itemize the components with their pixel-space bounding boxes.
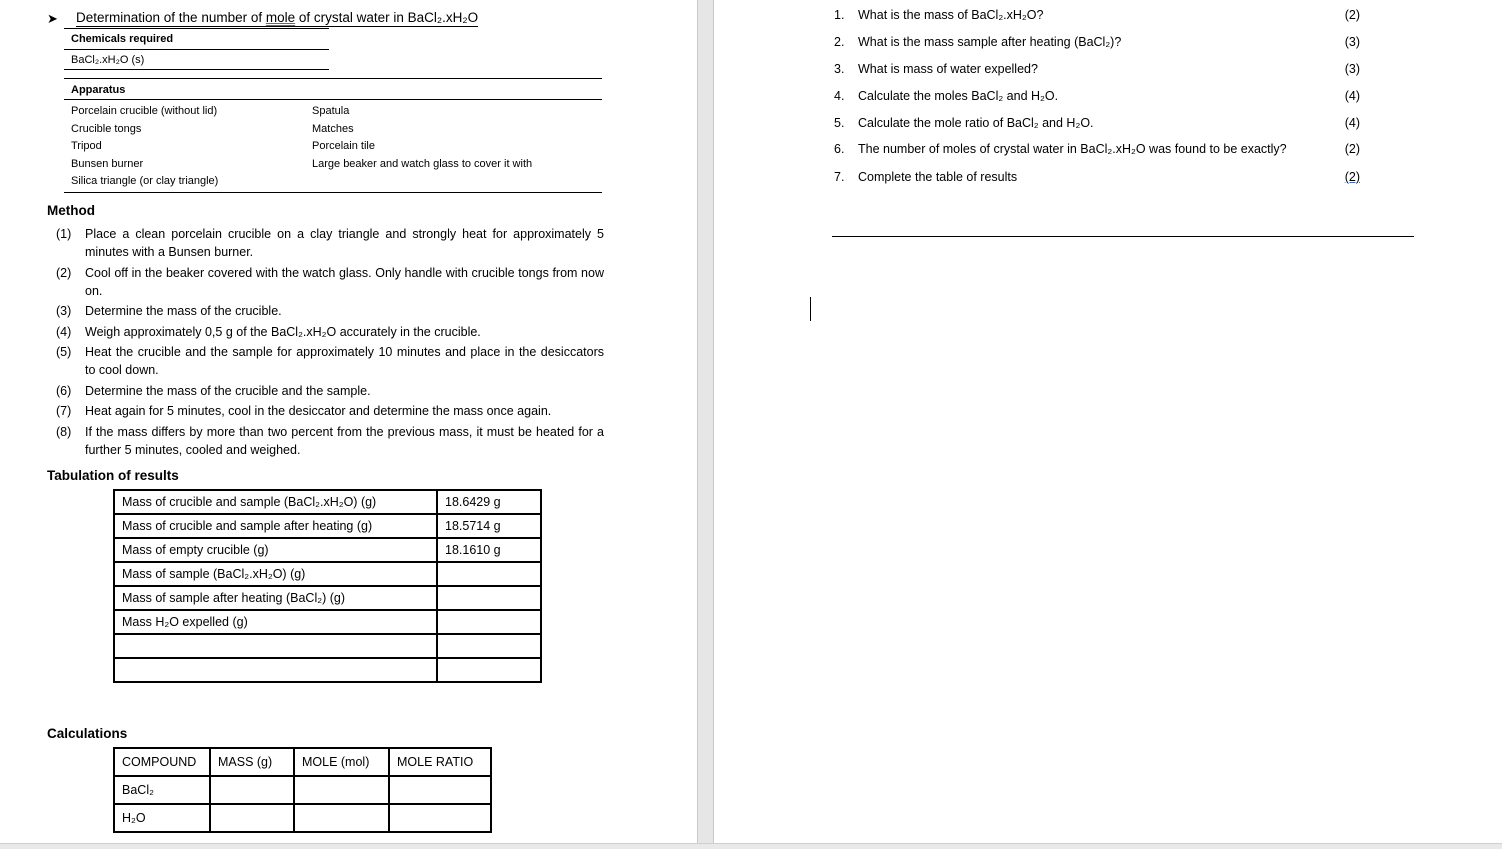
question-mark: (4) [1344, 116, 1360, 130]
row-value[interactable] [437, 634, 541, 658]
question-text: What is mass of water expelled? [858, 62, 1038, 76]
row-label: Mass H₂O expelled (g) [114, 610, 437, 634]
table-row [114, 514, 541, 538]
document-title [47, 10, 478, 27]
row-value[interactable] [437, 586, 541, 610]
question-text: What is the mass of BaCl₂.xH₂O? [858, 8, 1044, 22]
row-label[interactable] [114, 634, 437, 658]
table-row [114, 804, 491, 832]
row-value[interactable] [437, 658, 541, 682]
step-text: Heat the crucible and the sample for approximately 10 minutes and place in the desiccators to cool down. [85, 345, 604, 377]
method-step [56, 343, 604, 379]
column-header: MASS (g) [210, 748, 294, 776]
compound-cell: BaCl₂ [114, 776, 210, 804]
question-mark: (2) [1344, 170, 1360, 184]
table-row [114, 634, 541, 658]
question-item [834, 62, 1360, 76]
step-number: (2) [56, 266, 72, 280]
row-label: Mass of crucible and sample (BaCl₂.xH₂O) (g) [114, 490, 437, 514]
question-mark: (2) [1344, 142, 1360, 156]
row-label: Mass of crucible and sample after heating (g) [114, 514, 437, 538]
table-row [114, 586, 541, 610]
rule [64, 78, 602, 79]
column-header: MOLE (mol) [294, 748, 389, 776]
question-number: 3. [834, 62, 845, 76]
question-number: 5. [834, 116, 845, 130]
mole-cell[interactable] [294, 776, 389, 804]
row-value[interactable] [437, 562, 541, 586]
mass-cell[interactable] [210, 804, 294, 832]
table-row [114, 490, 541, 514]
step-number: (7) [56, 404, 72, 418]
step-text: Place a clean porcelain crucible on a clay triangle and strongly heat for approximately 5 minutes with a Bunsen burner. [85, 227, 604, 259]
rule [64, 49, 329, 50]
method-step [56, 225, 604, 261]
row-value[interactable]: 18.1610 g [437, 538, 541, 562]
table-row [114, 538, 541, 562]
answer-line [832, 236, 1414, 237]
row-value[interactable]: 18.6429 g [437, 490, 541, 514]
question-mark: (3) [1344, 35, 1360, 49]
row-value[interactable] [437, 610, 541, 634]
question-item [834, 89, 1360, 103]
method-step [56, 302, 604, 320]
page-gutter [697, 0, 714, 843]
arrow-bullet-icon: ➤ [47, 10, 58, 26]
rule [64, 28, 329, 29]
step-number: (8) [56, 425, 72, 439]
rule [64, 99, 602, 100]
question-number: 4. [834, 89, 845, 103]
row-value[interactable]: 18.5714 g [437, 514, 541, 538]
step-text: Cool off in the beaker covered with the watch glass. Only handle with crucible tongs from now on. [85, 266, 604, 298]
question-number: 2. [834, 35, 845, 49]
mass-cell[interactable] [210, 776, 294, 804]
step-text: Determine the mass of the crucible and the sample. [85, 384, 371, 398]
apparatus-heading: Apparatus [71, 84, 126, 96]
question-number: 7. [834, 170, 845, 184]
step-text: Heat again for 5 minutes, cool in the desiccator and determine the mass once again. [85, 404, 552, 418]
step-text: If the mass differs by more than two percent from the previous mass, it must be heated for a further 5 minutes, cooled and weighed. [85, 425, 604, 457]
apparatus-item: Crucible tongs [71, 123, 142, 135]
table-row [114, 562, 541, 586]
question-item [834, 116, 1360, 130]
question-text: Calculate the mole ratio of BaCl₂ and H₂O. [858, 116, 1094, 130]
question-item [834, 35, 1360, 49]
text-cursor [810, 297, 811, 321]
method-heading: Method [47, 203, 95, 218]
step-number: (1) [56, 227, 72, 241]
method-step [56, 382, 604, 400]
table-header-row [114, 748, 491, 776]
calculations-heading: Calculations [47, 726, 128, 741]
table-row [114, 610, 541, 634]
status-bar [0, 843, 1502, 849]
question-text: What is the mass sample after heating (BaCl₂)? [858, 35, 1122, 49]
apparatus-item: Silica triangle (or clay triangle) [71, 175, 219, 187]
results-heading: Tabulation of results [47, 468, 179, 483]
row-label: Mass of sample after heating (BaCl₂) (g) [114, 586, 437, 610]
mole-cell[interactable] [294, 804, 389, 832]
chemical-item: BaCl₂.xH₂O (s) [71, 54, 145, 66]
table-row [114, 658, 541, 682]
apparatus-item: Bunsen burner [71, 158, 144, 170]
title-text [76, 10, 478, 27]
column-header: MOLE RATIO [389, 748, 491, 776]
question-item [834, 170, 1360, 184]
table-row [114, 776, 491, 804]
step-number: (5) [56, 345, 72, 359]
rule [64, 192, 602, 193]
method-step [56, 402, 604, 420]
question-text: The number of moles of crystal water in BaCl₂.xH₂O was found to be exactly? [858, 142, 1287, 156]
apparatus-item: Porcelain crucible (without lid) [71, 105, 218, 117]
title-part-2: of crystal water in BaCl₂.xH₂O [295, 10, 479, 25]
question-mark: (2) [1344, 8, 1360, 22]
question-text: Calculate the moles BaCl₂ and H₂O. [858, 89, 1059, 103]
question-mark: (3) [1344, 62, 1360, 76]
method-step [56, 323, 604, 341]
apparatus-item: Large beaker and watch glass to cover it with [312, 158, 533, 170]
question-number: 1. [834, 8, 845, 22]
apparatus-item: Spatula [312, 105, 350, 117]
column-header: COMPOUND [114, 748, 210, 776]
question-text: Complete the table of results [858, 170, 1018, 184]
step-text: Determine the mass of the crucible. [85, 304, 282, 318]
title-mole-word: mole [265, 10, 296, 25]
step-number: (3) [56, 304, 72, 318]
question-mark: (4) [1344, 89, 1360, 103]
ratio-cell[interactable] [389, 776, 491, 804]
row-label: Mass of empty crucible (g) [114, 538, 437, 562]
row-label: Mass of sample (BaCl₂.xH₂O) (g) [114, 562, 437, 586]
method-step [56, 264, 604, 300]
rule [64, 69, 329, 70]
step-number: (6) [56, 384, 72, 398]
chemicals-heading: Chemicals required [71, 33, 174, 45]
title-part-1: Determination of the number of [76, 10, 266, 25]
apparatus-item: Matches [312, 123, 354, 135]
question-number: 6. [834, 142, 845, 156]
method-step [56, 423, 604, 459]
question-item [834, 142, 1360, 156]
apparatus-item: Porcelain tile [312, 140, 375, 152]
step-text: Weigh approximately 0,5 g of the BaCl₂.xH₂O accurately in the crucible. [85, 325, 481, 339]
ratio-cell[interactable] [389, 804, 491, 832]
apparatus-item: Tripod [71, 140, 102, 152]
step-number: (4) [56, 325, 72, 339]
results-table [113, 489, 542, 683]
question-item [834, 8, 1360, 22]
calculations-table [113, 747, 492, 833]
compound-cell: H₂O [114, 804, 210, 832]
row-label[interactable] [114, 658, 437, 682]
